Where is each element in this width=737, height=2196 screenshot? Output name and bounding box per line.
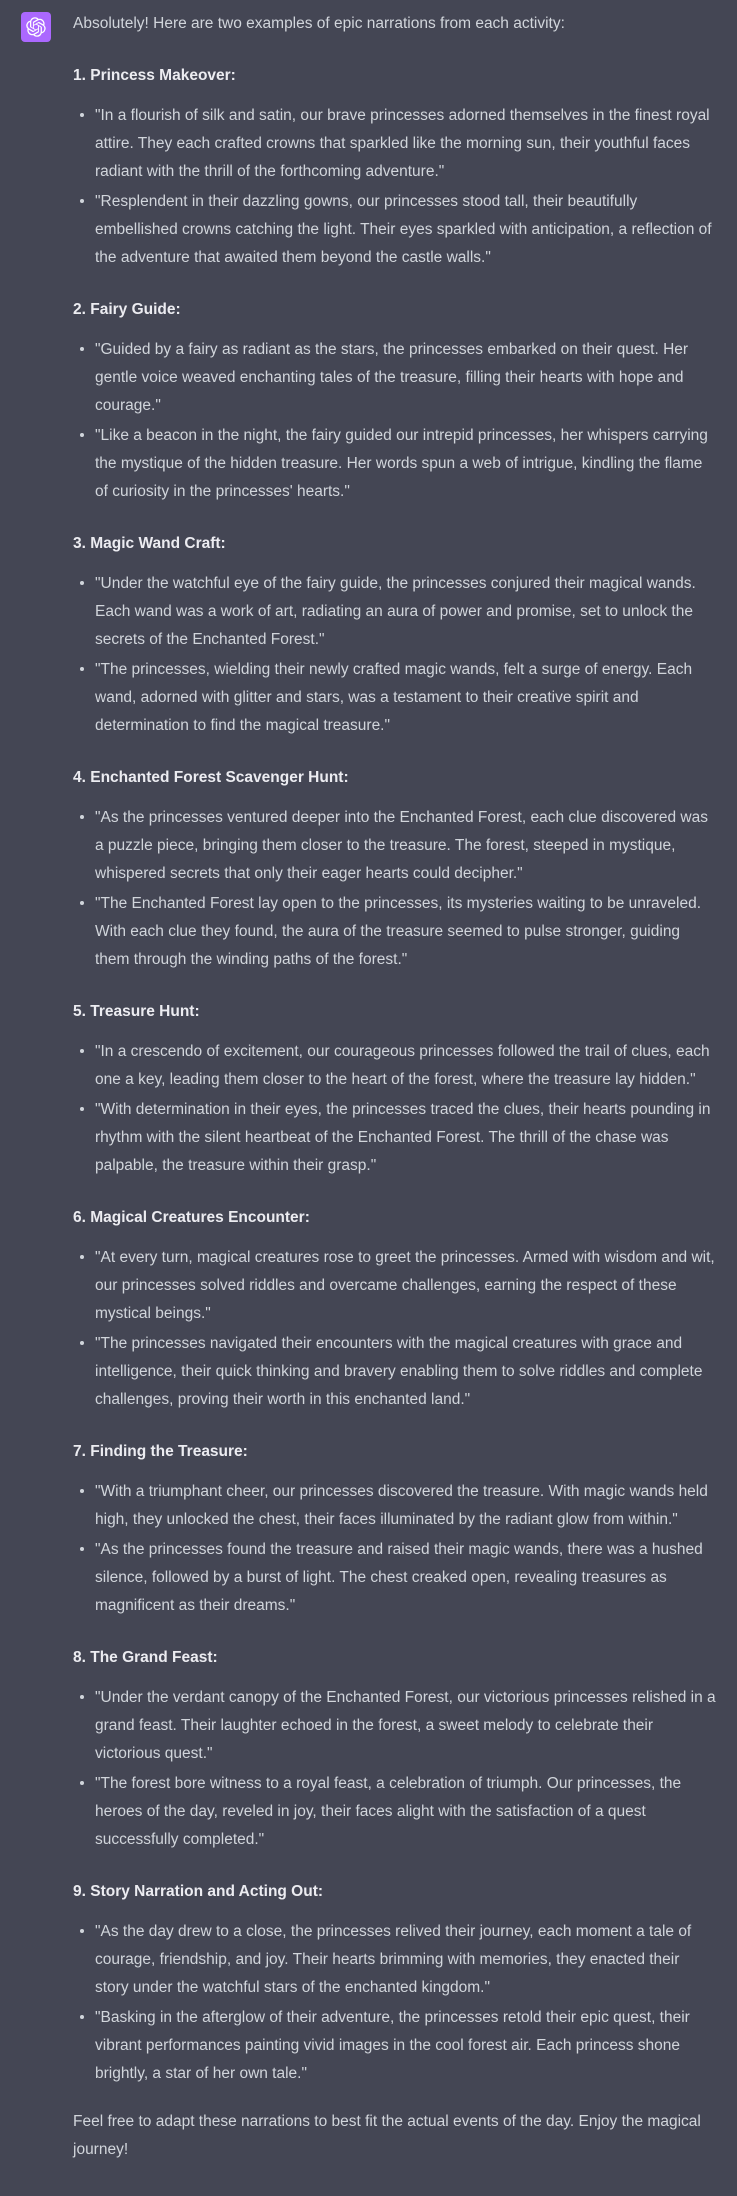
section-heading: 6. Magical Creatures Encounter: bbox=[73, 1209, 310, 1226]
activity-section bbox=[73, 1878, 717, 2088]
narration-bullet: "In a crescendo of excitement, our courageous princesses followed the trail of clues, each one a key, leading them closer to the heart of the forest, where the treasure lay hidden." bbox=[73, 1038, 717, 1094]
narration-bullet: "With determination in their eyes, the princesses traced the clues, their hearts pounding in rhythm with the silent heartbeat of the Enchanted Forest. The thrill of the chase was palpable, the treasure within their grasp." bbox=[73, 1096, 717, 1180]
narration-bullet: "The Enchanted Forest lay open to the princesses, its mysteries waiting to be unraveled. With each clue they found, the aura of the treasure seemed to pulse stronger, guiding them through the winding paths of the forest." bbox=[73, 890, 717, 974]
activity-section bbox=[73, 530, 717, 740]
narration-bullet: "Under the verdant canopy of the Enchanted Forest, our victorious princesses relished in a grand feast. Their laughter echoed in the forest, a sweet melody to celebrate their victorious quest." bbox=[73, 1684, 717, 1768]
assistant-avatar bbox=[21, 12, 51, 42]
sections-container bbox=[73, 62, 717, 2088]
assistant-message-content bbox=[73, 10, 717, 2164]
narration-bullet: "As the princesses ventured deeper into the Enchanted Forest, each clue discovered was a puzzle piece, bringing them closer to the treasure. The forest, steeped in mystique, whispered secrets that only their eager hearts could decipher." bbox=[73, 804, 717, 888]
narration-bullet: "In a flourish of silk and satin, our brave princesses adorned themselves in the finest royal attire. They each crafted crowns that sparkled like the morning sun, their youthful faces radiant with the thrill of the forthcoming adventure." bbox=[73, 102, 717, 186]
narration-bullet: "Resplendent in their dazzling gowns, our princesses stood tall, their beautifully embellished crowns catching the light. Their eyes sparkled with anticipation, a reflection of the adventure that awaited them beyond the castle walls." bbox=[73, 188, 717, 272]
narration-list bbox=[73, 1038, 717, 1180]
narration-list bbox=[73, 1244, 717, 1414]
narration-list bbox=[73, 804, 717, 974]
section-heading: 9. Story Narration and Acting Out: bbox=[73, 1883, 324, 1900]
narration-bullet: "The princesses, wielding their newly crafted magic wands, felt a surge of energy. Each wand, adorned with glitter and stars, was a testament to their creative spirit and determination to find the magical treasure." bbox=[73, 656, 717, 740]
section-heading: 3. Magic Wand Craft: bbox=[73, 535, 226, 552]
activity-section bbox=[73, 998, 717, 1180]
section-heading: 1. Princess Makeover: bbox=[73, 67, 236, 84]
narration-bullet: "Basking in the afterglow of their adventure, the princesses retold their epic quest, their vibrant performances painting vivid images in the cool forest air. Each princess shone brightly, a star of her own tale." bbox=[73, 2004, 717, 2088]
section-heading: 7. Finding the Treasure: bbox=[73, 1443, 248, 1460]
narration-bullet: "Guided by a fairy as radiant as the stars, the princesses embarked on their quest. Her gentle voice weaved enchanting tales of the treasure, filling their hearts with hope and courage." bbox=[73, 336, 717, 420]
narration-bullet: "The forest bore witness to a royal feast, a celebration of triumph. Our princesses, the heroes of the day, reveled in joy, their faces alight with the satisfaction of a quest successfully completed." bbox=[73, 1770, 717, 1854]
narration-list bbox=[73, 336, 717, 506]
activity-section bbox=[73, 296, 717, 506]
section-heading: 5. Treasure Hunt: bbox=[73, 1003, 200, 1020]
narration-bullet: "As the day drew to a close, the princesses relived their journey, each moment a tale of courage, friendship, and joy. Their hearts brimming with memories, they enacted their story under the watchful stars of the enchanted kingdom." bbox=[73, 1918, 717, 2002]
intro-paragraph: Absolutely! Here are two examples of epic narrations from each activity: bbox=[73, 15, 565, 32]
narration-list bbox=[73, 1478, 717, 1620]
narration-bullet: "Under the watchful eye of the fairy guide, the princesses conjured their magical wands. Each wand was a work of art, radiating an aura of power and promise, set to unlock the secrets of the Enchanted Forest." bbox=[73, 570, 717, 654]
section-heading: 2. Fairy Guide: bbox=[73, 301, 181, 318]
narration-list bbox=[73, 1918, 717, 2088]
section-heading: 8. The Grand Feast: bbox=[73, 1649, 218, 1666]
narration-bullet: "Like a beacon in the night, the fairy guided our intrepid princesses, her whispers carrying the mystique of the hidden treasure. Her words spun a web of intrigue, kindling the flame of curiosity in the princesses' hearts." bbox=[73, 422, 717, 506]
activity-section bbox=[73, 1204, 717, 1414]
narration-bullet: "The princesses navigated their encounters with the magical creatures with grace and intelligence, their quick thinking and bravery enabling them to solve riddles and complete challenges, proving their worth in this enchanted land." bbox=[73, 1330, 717, 1414]
narration-bullet: "At every turn, magical creatures rose to greet the princesses. Armed with wisdom and wit, our princesses solved riddles and overcame challenges, earning the respect of these mystical beings." bbox=[73, 1244, 717, 1328]
activity-section bbox=[73, 1438, 717, 1620]
narration-list bbox=[73, 570, 717, 740]
narration-bullet: "With a triumphant cheer, our princesses discovered the treasure. With magic wands held high, they unlocked the chest, their faces illuminated by the radiant glow from within." bbox=[73, 1478, 717, 1534]
closing-paragraph: Feel free to adapt these narrations to best fit the actual events of the day. Enjoy the magical journey! bbox=[73, 2113, 701, 2158]
openai-logo-icon bbox=[26, 17, 46, 37]
section-heading: 4. Enchanted Forest Scavenger Hunt: bbox=[73, 769, 349, 786]
narration-list bbox=[73, 1684, 717, 1854]
activity-section bbox=[73, 764, 717, 974]
activity-section bbox=[73, 62, 717, 272]
narration-list bbox=[73, 102, 717, 272]
activity-section bbox=[73, 1644, 717, 1854]
narration-bullet: "As the princesses found the treasure and raised their magic wands, there was a hushed silence, followed by a burst of light. The chest creaked open, revealing treasures as magnificent as their dreams." bbox=[73, 1536, 717, 1620]
